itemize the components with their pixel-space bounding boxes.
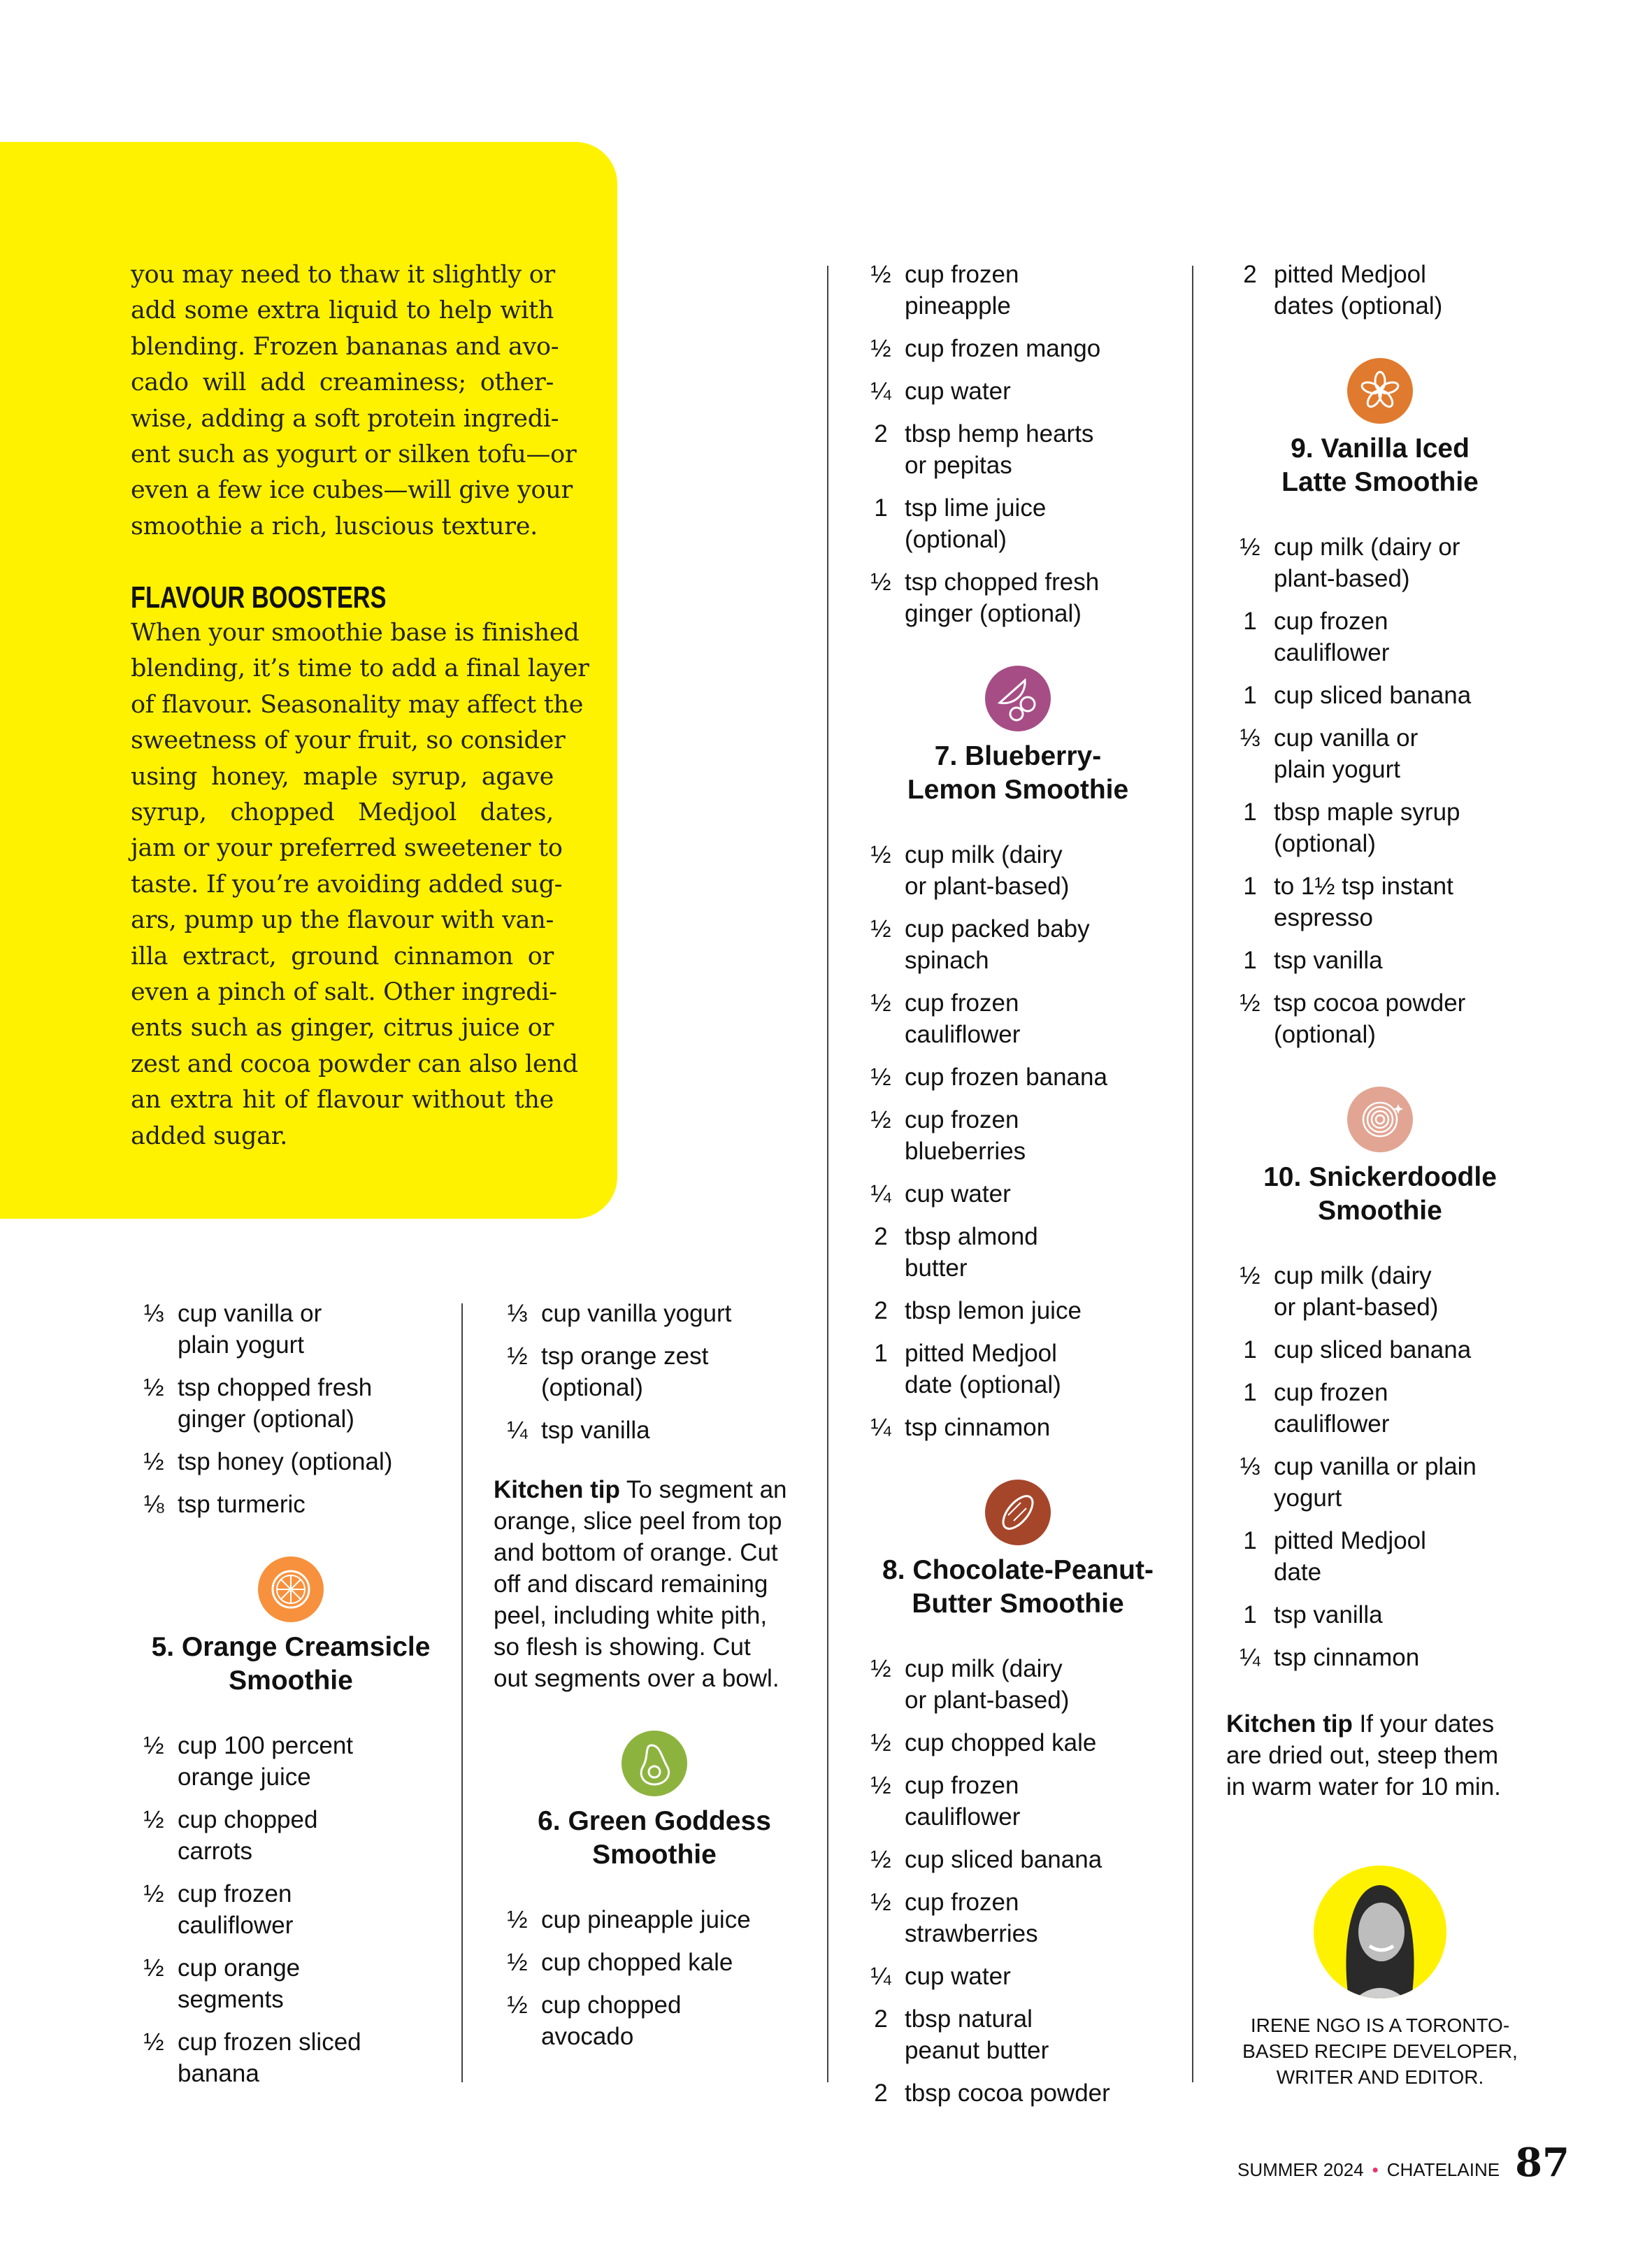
ingredient-quantity: ½: [1240, 1262, 1260, 1289]
ingredient-quantity: 2: [874, 1223, 888, 1250]
ingredient-item: [1226, 945, 1534, 976]
ingredient-text: cup frozen pineapple: [905, 261, 1019, 320]
recipe-header: [130, 1556, 452, 1698]
ingredient-quantity: ⅓: [143, 1300, 164, 1327]
recipe-title: 10. Snickerdoodle Smoothie: [1263, 1162, 1497, 1226]
ingredient-text: tsp orange zest (optional): [541, 1343, 709, 1401]
orange-slice-icon: [258, 1556, 324, 1622]
ingredient-quantity: 1: [1243, 947, 1257, 974]
text-line: you may need to thaw it slightly or: [131, 261, 555, 289]
ingredient-item: [857, 2003, 1179, 2066]
ingredient-item: [857, 1727, 1179, 1759]
ingredient-quantity: ½: [1240, 534, 1260, 561]
ingredient-quantity: 1: [1243, 1336, 1257, 1363]
peanut-icon: [985, 1480, 1051, 1545]
ingredient-quantity: ¼: [870, 378, 891, 405]
ingredient-item: [1226, 796, 1534, 859]
ingredient-quantity: ½: [143, 1954, 164, 1982]
ingredient-item: [130, 1804, 452, 1867]
ingredient-text: cup frozen cauliflower: [1274, 608, 1390, 666]
text-line: even a pinch of salt. Other ingredi-: [131, 978, 557, 1007]
ingredient-quantity: 1: [1243, 682, 1257, 709]
recipe-header: [857, 1480, 1179, 1621]
ingredient-item: [1226, 606, 1534, 668]
ingredient-quantity: ½: [143, 1880, 164, 1907]
ingredient-item: [1226, 1642, 1534, 1673]
ingredient-quantity: ½: [870, 261, 891, 288]
ingredient-quantity: 1: [1243, 1379, 1257, 1406]
recipe-column-1: [130, 1298, 452, 2100]
ingredient-quantity: 1: [874, 1340, 888, 1367]
text-line: add some extra liquid to help with: [131, 296, 554, 325]
ingredient-item: [1226, 722, 1534, 785]
ingredient-text: cup chopped kale: [541, 1949, 733, 1976]
ingredient-text: tsp vanilla: [541, 1417, 650, 1444]
ingredient-text: cup vanilla or plain yogurt: [1274, 724, 1418, 783]
ingredient-text: cup frozen banana: [905, 1064, 1107, 1091]
ingredient-item: [857, 418, 1179, 481]
ingredient-quantity: ½: [870, 989, 891, 1017]
ingredient-quantity: ⅓: [1240, 724, 1260, 752]
ingredient-text: tsp cinnamon: [1274, 1644, 1420, 1671]
text-line: jam or your preferred sweetener to: [131, 834, 563, 863]
ingredient-text: to 1½ tsp instant espresso: [1274, 873, 1453, 931]
ingredient-text: tsp vanilla: [1274, 1601, 1383, 1628]
ingredient-quantity: ½: [870, 1064, 891, 1091]
ingredient-item: [494, 1340, 815, 1403]
ingredient-item: [857, 2077, 1179, 2109]
ingredient-text: cup frozen mango: [905, 335, 1101, 362]
footer-magazine: CHATELAINE: [1386, 2159, 1500, 2180]
ingredient-item: [857, 1770, 1179, 1833]
ingredient-text: cup sliced banana: [1274, 682, 1472, 709]
page-number: 87: [1515, 2140, 1570, 2186]
intro-paragraph: [131, 257, 577, 545]
ingredient-item: [1226, 987, 1534, 1050]
avocado-icon: [622, 1731, 687, 1796]
ingredient-quantity: ½: [507, 1343, 528, 1370]
ingredient-text: cup frozen cauliflower: [178, 1880, 294, 1939]
ingredient-quantity: ⅛: [143, 1491, 164, 1518]
vanilla-flower-icon: [1347, 358, 1413, 424]
ingredient-quantity: 1: [1243, 1527, 1257, 1554]
ingredient-item: [130, 1298, 452, 1361]
text-line: using honey, maple syrup, agave: [131, 762, 554, 791]
ingredient-text: cup sliced banana: [905, 1846, 1102, 1873]
ingredient-item: [857, 839, 1179, 902]
text-line: wise, adding a soft protein ingredi-: [131, 404, 559, 433]
ingredient-quantity: ½: [870, 1106, 891, 1133]
text-line: ent such as yogurt or silken tofu—or: [131, 441, 577, 469]
ingredient-text: tsp vanilla: [1274, 947, 1383, 974]
ingredient-text: cup chopped kale: [905, 1729, 1097, 1756]
ingredient-text: tsp lime juice (optional): [905, 494, 1047, 553]
ingredient-item: [1226, 1260, 1534, 1323]
recipe-column-2: [494, 1298, 815, 2063]
ingredient-item: [857, 1178, 1179, 1210]
ingredient-quantity: 1: [1243, 873, 1257, 900]
ingredient-text: cup chopped carrots: [178, 1806, 318, 1865]
author-photo: [1314, 1866, 1446, 1998]
text-line: added sugar.: [131, 1122, 288, 1150]
ingredient-item: [1226, 259, 1534, 322]
recipe-title: 8. Chocolate-Peanut- Butter Smoothie: [882, 1555, 1154, 1619]
ingredient-item: [1226, 1451, 1534, 1514]
ingredient-quantity: 2: [874, 2005, 888, 2033]
ingredient-quantity: 1: [1243, 608, 1257, 635]
ingredient-text: cup packed baby spinach: [905, 915, 1090, 974]
text-line: smoothie a rich, luscious texture.: [131, 512, 538, 541]
ingredient-quantity: ½: [143, 1732, 164, 1759]
ingredient-quantity: 2: [874, 2079, 888, 2107]
ingredient-text: tsp chopped fresh ginger (optional): [178, 1374, 373, 1433]
ingredient-item: [857, 1961, 1179, 1992]
ingredient-item: [130, 1878, 452, 1941]
kitchen-tip-text: If your dates are dried out, steep them in warm water for 10 min.: [1226, 1710, 1501, 1801]
ingredient-item: [494, 1989, 815, 2052]
kitchen-tip: [494, 1474, 815, 1694]
ingredient-text: tsp cocoa powder (optional): [1274, 989, 1466, 1048]
ingredient-item: [857, 913, 1179, 976]
column-divider: [827, 266, 828, 2082]
column-divider: [461, 1303, 463, 2082]
footer-separator: •: [1372, 2159, 1379, 2180]
ingredient-text: tsp honey (optional): [178, 1448, 393, 1475]
ingredient-text: cup vanilla yogurt: [541, 1300, 732, 1327]
ingredient-item: [130, 2026, 452, 2089]
ingredient-text: tsp cinnamon: [905, 1414, 1051, 1441]
ingredient-text: tbsp natural peanut butter: [905, 2005, 1049, 2064]
ingredient-quantity: ¼: [870, 1414, 891, 1441]
ingredient-text: cup water: [905, 1180, 1011, 1208]
ingredient-text: tsp turmeric: [178, 1491, 306, 1518]
ingredient-text: cup milk (dairy or plant-based): [1274, 534, 1460, 592]
flavour-boosters-heading: FLAVOUR BOOSTERS: [131, 580, 387, 615]
ingredient-item: [857, 566, 1179, 629]
ingredient-quantity: ½: [870, 1772, 891, 1799]
kitchen-tip-label: Kitchen tip: [494, 1476, 620, 1503]
kitchen-tip-label: Kitchen tip: [1226, 1710, 1353, 1738]
recipe-header: [1226, 358, 1534, 499]
blueberry-lemon-icon: [985, 666, 1051, 731]
recipe-column-4: [1226, 259, 1534, 2090]
ingredient-item: [494, 1415, 815, 1446]
ingredient-quantity: ½: [870, 335, 891, 362]
ingredient-text: cup milk (dairy or plant-based): [905, 841, 1070, 900]
ingredient-quantity: ½: [1240, 989, 1260, 1017]
recipe-title: 7. Blueberry- Lemon Smoothie: [907, 741, 1129, 805]
text-line: even a few ice cubes—will give your: [131, 476, 573, 505]
ingredient-quantity: ⅓: [507, 1300, 528, 1327]
ingredient-text: cup frozen blueberries: [905, 1106, 1026, 1165]
ingredient-quantity: 2: [874, 1297, 888, 1324]
ingredient-text: cup frozen strawberries: [905, 1889, 1038, 1947]
text-line: ents such as ginger, citrus juice or: [131, 1014, 554, 1043]
ingredient-text: cup milk (dairy or plant-based): [905, 1655, 1070, 1714]
text-line: sweetness of your fruit, so consider: [131, 726, 566, 755]
ingredient-item: [1226, 1334, 1534, 1366]
ingredient-text: cup orange segments: [178, 1954, 301, 2013]
ingredient-text: cup water: [905, 378, 1011, 405]
ingredient-text: cup vanilla or plain yogurt: [178, 1300, 322, 1359]
ingredient-item: [1226, 1599, 1534, 1631]
ingredient-item: [857, 987, 1179, 1050]
ingredient-quantity: ½: [870, 1889, 891, 1916]
ingredient-item: [857, 1844, 1179, 1875]
ingredient-quantity: ½: [870, 915, 891, 943]
flavour-boosters-paragraph: [131, 615, 589, 1154]
recipe-header: [857, 666, 1179, 807]
kitchen-tip: [1226, 1708, 1534, 1803]
text-line: illa extract, ground cinnamon or: [131, 942, 554, 971]
ingredient-item: [494, 1947, 815, 1978]
ingredient-quantity: ¼: [1240, 1644, 1260, 1671]
ingredient-text: cup frozen cauliflower: [905, 989, 1021, 1048]
ingredient-item: [130, 1730, 452, 1793]
ingredient-item: [857, 1061, 1179, 1093]
ingredient-item: [857, 1338, 1179, 1401]
text-line: blending. Frozen bananas and avo-: [131, 332, 559, 361]
ingredient-text: cup frozen cauliflower: [1274, 1379, 1390, 1438]
ingredient-item: [857, 1295, 1179, 1326]
ingredient-item: [857, 1104, 1179, 1167]
ingredient-quantity: ¼: [870, 1180, 891, 1208]
ingredient-text: cup milk (dairy or plant-based): [1274, 1262, 1439, 1321]
ingredient-quantity: ¼: [870, 1963, 891, 1990]
recipe-header: [1226, 1087, 1534, 1228]
ingredient-item: [1226, 871, 1534, 933]
cinnamon-swirl-icon: [1347, 1087, 1413, 1152]
text-line: blending, it’s time to add a final layer: [131, 654, 589, 683]
ingredient-item: [857, 492, 1179, 555]
ingredient-quantity: 2: [874, 420, 888, 448]
ingredient-quantity: ½: [870, 568, 891, 596]
ingredient-quantity: ½: [870, 1846, 891, 1873]
text-line: an extra hit of flavour without the: [131, 1086, 554, 1115]
ingredient-text: cup 100 percent orange juice: [178, 1732, 354, 1791]
ingredient-text: cup sliced banana: [1274, 1336, 1472, 1363]
ingredient-quantity: 1: [1243, 1601, 1257, 1628]
ingredient-item: [494, 1904, 815, 1935]
text-line: cado will add creaminess; other-: [131, 368, 554, 397]
ingredient-quantity: ¼: [507, 1417, 528, 1444]
ingredient-item: [130, 1489, 452, 1520]
ingredient-text: pitted Medjool dates (optional): [1274, 261, 1443, 320]
ingredient-text: pitted Medjool date: [1274, 1527, 1426, 1586]
ingredient-quantity: ½: [507, 1906, 528, 1933]
recipe-column-3: [857, 259, 1179, 2120]
ingredient-item: [494, 1298, 815, 1329]
ingredient-quantity: ½: [507, 1991, 528, 2019]
ingredient-text: cup frozen cauliflower: [905, 1772, 1021, 1831]
ingredient-text: pitted Medjool date (optional): [905, 1340, 1061, 1398]
ingredient-item: [857, 375, 1179, 407]
ingredient-item: [857, 1887, 1179, 1949]
ingredient-quantity: ½: [870, 1655, 891, 1682]
author-bio: IRENE NGO IS A TORONTO- BASED RECIPE DEVELOPER, WRITER AND EDITOR.: [1242, 2014, 1518, 2088]
footer-issue: SUMMER 2024: [1237, 2159, 1364, 2180]
ingredient-text: cup pineapple juice: [541, 1906, 751, 1933]
ingredient-text: tbsp lemon juice: [905, 1297, 1082, 1324]
ingredient-item: [1226, 1525, 1534, 1588]
column-divider: [1192, 266, 1193, 2082]
ingredient-text: tsp chopped fresh ginger (optional): [905, 568, 1100, 627]
ingredient-text: tbsp cocoa powder: [905, 2079, 1110, 2107]
ingredient-item: [1226, 680, 1534, 711]
text-line: taste. If you’re avoiding added sug-: [131, 870, 563, 899]
ingredient-quantity: ½: [870, 1729, 891, 1756]
ingredient-text: tbsp almond butter: [905, 1223, 1038, 1282]
text-line: When your smoothie base is finished: [131, 619, 580, 647]
ingredient-text: cup vanilla or plain yogurt: [1274, 1453, 1477, 1512]
recipe-title: 6. Green Goddess Smoothie: [538, 1806, 771, 1870]
ingredient-item: [130, 1952, 452, 2015]
ingredient-quantity: ½: [143, 1806, 164, 1833]
ingredient-quantity: ½: [870, 841, 891, 868]
ingredient-quantity: 1: [1243, 799, 1257, 826]
text-line: zest and cocoa powder can also lend: [131, 1050, 578, 1078]
ingredient-item: [130, 1446, 452, 1477]
ingredient-item: [857, 1412, 1179, 1443]
ingredient-item: [857, 259, 1179, 322]
ingredient-item: [130, 1372, 452, 1435]
page-footer: [1237, 2140, 1570, 2186]
ingredient-text: tbsp maple syrup (optional): [1274, 799, 1460, 857]
ingredient-quantity: 2: [1243, 261, 1257, 288]
ingredient-item: [857, 1221, 1179, 1284]
ingredient-item: [1226, 531, 1534, 594]
ingredient-quantity: ½: [143, 2028, 164, 2056]
ingredient-item: [1226, 1377, 1534, 1440]
text-line: ars, pump up the flavour with van-: [131, 906, 554, 935]
ingredient-quantity: 1: [874, 494, 888, 522]
ingredient-item: [857, 333, 1179, 364]
ingredient-quantity: ½: [143, 1374, 164, 1401]
text-line: of flavour. Seasonality may affect the: [131, 690, 584, 719]
ingredient-quantity: ½: [507, 1949, 528, 1976]
ingredient-text: cup frozen sliced banana: [178, 2028, 361, 2087]
kitchen-tip-text: To segment an orange, slice peel from top and bottom of orange. Cut off and discard remaining peel, including white pith, so flesh is showing. Cut out segments over a bowl.: [494, 1476, 787, 1692]
ingredient-text: tbsp hemp hearts or pepitas: [905, 420, 1094, 479]
text-line: syrup, chopped Medjool dates,: [131, 799, 554, 827]
recipe-title: 9. Vanilla Iced Latte Smoothie: [1281, 434, 1479, 497]
ingredient-item: [857, 1653, 1179, 1716]
ingredient-quantity: ⅓: [1240, 1453, 1260, 1480]
ingredient-quantity: ½: [143, 1448, 164, 1475]
recipe-title: 5. Orange Creamsicle Smoothie: [151, 1632, 431, 1696]
recipe-header: [494, 1731, 815, 1872]
ingredient-text: cup water: [905, 1963, 1011, 1990]
ingredient-text: cup chopped avocado: [541, 1991, 682, 2050]
